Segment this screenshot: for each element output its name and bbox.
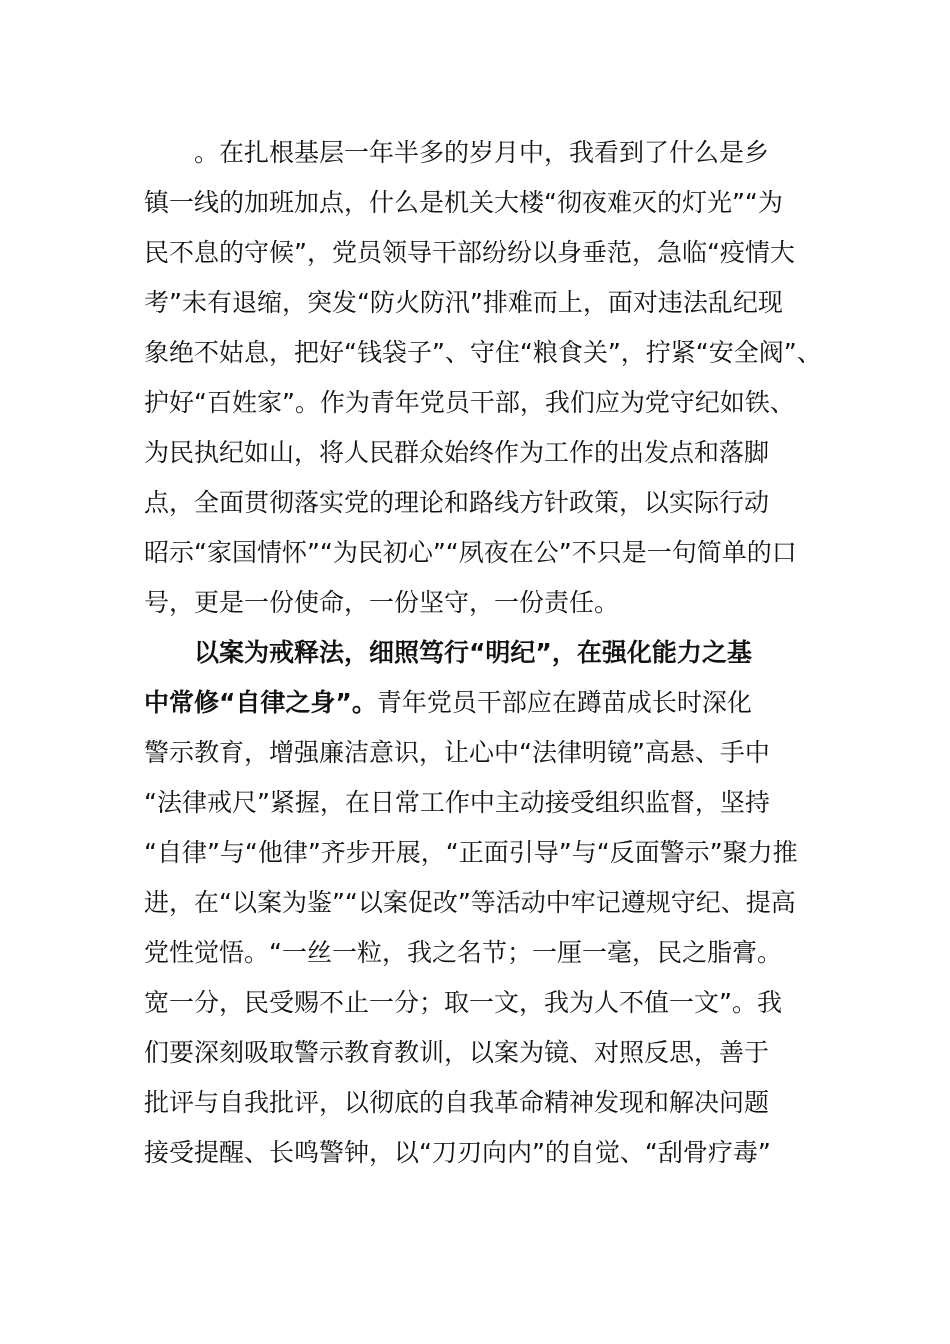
text-line: 护好“百姓家”。作为青年党员干部，我们应为党守纪如铁、: [144, 388, 795, 417]
text-line: 宽一分，民受赐不止一分；取一文，我为人不值一文”。我: [144, 988, 782, 1017]
text-line: 接受提醒、长鸣警钟，以“刀刃向内”的自觉、“刮骨疗毒”: [144, 1138, 771, 1167]
text-line: “法律戒尺”紧握，在日常工作中主动接受组织监督，坚持: [144, 788, 770, 817]
text-line: 民不息的守候”，党员领导干部纷纷以身垂范，急临“疫情大: [144, 238, 795, 267]
text-line: 镇一线的加班加点，什么是机关大楼“彻夜难灭的灯光”“为: [144, 188, 783, 217]
section-heading-end: 中常修“自律之身”。: [144, 688, 377, 717]
text-line: 考”未有退缩，突发“防火防汛”排难而上，面对违法乱纪现: [144, 288, 783, 317]
text-line: 点，全面贯彻落实党的理论和路线方针政策，以实际行动: [144, 488, 770, 517]
text-line: 象绝不姑息，把好“钱袋子”、守住“粮食关”，拧紧“安全阀”、: [144, 338, 822, 367]
text-line: 昭示“家国情怀”“为民初心”“夙夜在公”不只是一句简单的口: [144, 538, 797, 567]
text-run: 青年党员干部应在蹲苗成长时深化: [376, 688, 752, 717]
text-line: 党性觉悟。“一丝一粒，我之名节；一厘一毫，民之脂膏。: [144, 938, 782, 967]
section-heading: 以案为戒释法，细照笃行“明纪”，在强化能力之基: [194, 638, 752, 667]
text-line: [144, 678, 808, 728]
text-line: 警示教育，增强廉洁意识，让心中“法律明镜”高悬、手中: [144, 738, 770, 767]
text-line: “自律”与“他律”齐步开展，“正面引导”与“反面警示”聚力推: [144, 838, 798, 867]
text-line: 号，更是一份使命，一份坚守，一份责任。: [144, 588, 620, 617]
text-line: 。在扎根基层一年半多的岁月中，我看到了什么是乡: [194, 138, 770, 167]
paragraph-1: [144, 128, 822, 628]
text-line: 进，在“以案为鉴”“以案促改”等活动中牢记遵规守纪、提高: [144, 888, 796, 917]
text-line: 为民执纪如山，将人民群众始终作为工作的出发点和落脚: [144, 438, 770, 467]
paragraph-2: [144, 628, 808, 1178]
text-line: 批评与自我批评，以彻底的自我革命精神发现和解决问题: [144, 1088, 770, 1117]
text-line: 们要深刻吸取警示教育教训，以案为镜、对照反思，善于: [144, 1038, 770, 1067]
document-body: [144, 128, 822, 1178]
